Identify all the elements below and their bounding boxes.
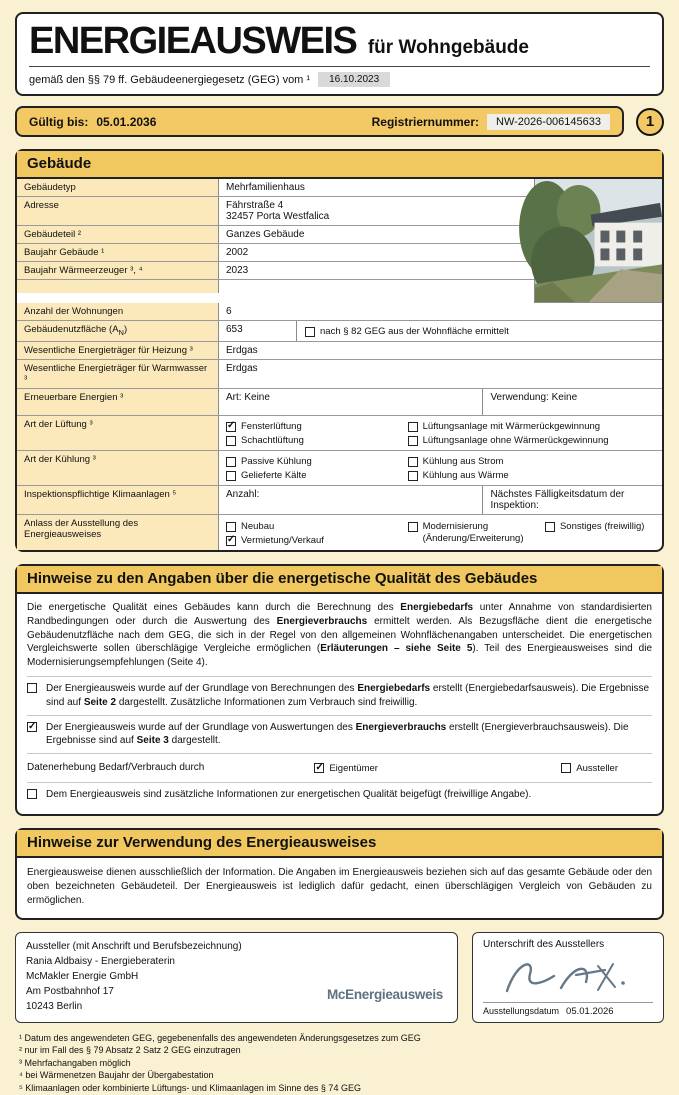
checkbox-icon xyxy=(408,457,418,467)
checkbox-label: Vermietung/Verkauf xyxy=(241,534,324,546)
row-apartments xyxy=(17,303,662,321)
checkbox-item-extra-info[interactable] xyxy=(27,782,652,807)
checkbox-fensterlueftung[interactable] xyxy=(226,419,394,433)
renewables-type: Art: Keine xyxy=(219,389,483,415)
checkbox-label: Fensterlüftung xyxy=(241,420,302,432)
footnote-marker: ² xyxy=(19,1045,22,1056)
checkbox-label: Passive Kühlung xyxy=(241,455,312,467)
row-hotwater-energy-source xyxy=(17,360,662,389)
footnote-text: Mehrfachangaben möglich xyxy=(24,1057,131,1068)
checkbox-floor-area-from-living-space[interactable] xyxy=(305,324,509,338)
field-label: Wesentliche Energieträger für Warmwasser ³ xyxy=(17,360,219,388)
valid-until-date: 05.01.2036 xyxy=(96,114,157,129)
checkbox-schachtlueftung[interactable] xyxy=(226,433,394,447)
signature-box xyxy=(472,932,664,1023)
checkbox-label: Kühlung aus Wärme xyxy=(422,469,509,481)
building-photo-image xyxy=(535,179,662,302)
registration-number: NW-2026-006145633 xyxy=(487,114,610,130)
field-label: Wesentliche Energieträger für Heizung ³ xyxy=(17,342,219,359)
footnote-text: Datum des angewendeten GEG, gegebenenfalls des angewendeten Änderungsgesetzes zum GEG xyxy=(24,1032,421,1043)
checkbox-kuehlung-aus-strom[interactable] xyxy=(408,454,655,468)
checkbox-icon xyxy=(545,522,555,532)
footnote-5 xyxy=(19,1082,664,1095)
issue-date-value: 05.01.2026 xyxy=(566,1005,614,1017)
field-value: 2023 xyxy=(219,262,534,279)
issue-date-row xyxy=(483,1002,653,1017)
checkbox-modernisierung[interactable] xyxy=(408,519,531,533)
footnote-3 xyxy=(19,1057,664,1070)
checkbox-icon xyxy=(314,763,324,773)
building-table xyxy=(17,179,662,550)
validity-row xyxy=(15,106,664,137)
field-label: Anzahl der Wohnungen xyxy=(17,303,219,320)
checkbox-neubau[interactable] xyxy=(226,519,394,533)
footnote-marker: ¹ xyxy=(19,1032,22,1043)
checkbox-icon xyxy=(27,789,37,799)
row-heating-energy-source xyxy=(17,342,662,360)
field-value xyxy=(219,197,534,225)
row-issue-reason xyxy=(17,515,662,550)
signature-label: Unterschrift des Ausstellers xyxy=(483,938,605,950)
row-address xyxy=(17,197,534,226)
field-value: Erdgas xyxy=(219,360,662,388)
checkbox-vermietung-verkauf[interactable] xyxy=(226,533,394,547)
issuer-street: Am Postbahnhof 17 xyxy=(26,985,114,997)
issuer-label: Aussteller (mit Anschrift und Berufsbezeichnung) xyxy=(26,940,242,952)
row-cooling xyxy=(17,451,662,486)
checkbox-icon xyxy=(226,422,236,432)
issuer-name: Rania Aldbaisy - Energieberaterin xyxy=(26,955,175,967)
checkbox-icon xyxy=(226,522,236,532)
building-photo xyxy=(534,179,662,303)
checkbox-label: Sonstiges (freiwillig) xyxy=(559,520,645,532)
quality-section-title: Hinweise zu den Angaben über die energetische Qualität des Gebäudes xyxy=(17,566,662,594)
checkbox-icon xyxy=(226,436,236,446)
row-ventilation xyxy=(17,416,662,451)
checkbox-icon xyxy=(561,763,571,773)
field-label: Art der Kühlung ³ xyxy=(17,451,219,485)
footnote-text: bei Wärmenetzen Baujahr der Übergabestation xyxy=(25,1070,214,1081)
issue-date-label: Ausstellungsdatum xyxy=(483,1005,560,1016)
usage-text: Energieausweise dienen ausschließlich der Information. Die Angaben im Energieausweis beziehen sich auf das gesamte Gebäude oder den oben bezeichneten Gebäudeteil. Der Energieausweis ist lediglich dafür gedacht, einen überschlägigen Vergleich von Gebäuden zu ermöglichen. xyxy=(27,867,652,907)
field-value: Mehrfamilienhaus xyxy=(219,179,534,196)
survey-label: Datenerhebung Bedarf/Verbrauch durch xyxy=(27,762,205,774)
row-building-part xyxy=(17,226,534,244)
checkbox-item-text: Dem Energieausweis sind zusätzliche Informationen zur energetischen Qualität beigefügt (freiwillige Angabe). xyxy=(46,789,532,801)
address-line1: Fährstraße 4 xyxy=(226,200,284,211)
building-table-top xyxy=(17,179,662,303)
ac-count-label: Anzahl: xyxy=(219,486,483,514)
building-section-title: Gebäude xyxy=(17,151,662,179)
page-number-badge: 1 xyxy=(636,108,664,136)
checkbox-passive-kuehlung[interactable] xyxy=(226,454,394,468)
field-label: Art der Lüftung ³ xyxy=(17,416,219,450)
issuer-city: 10243 Berlin xyxy=(26,1000,83,1012)
checkbox-aussteller[interactable] xyxy=(561,760,618,776)
checkbox-icon xyxy=(305,327,315,337)
quality-intro: Die energetische Qualität eines Gebäudes kann durch die Berechnung des Energiebedarfs unter Annahme von standardisierten Randbedingungen oder durch die Auswertung des Energieverbrauchs ermittelt werden. Als Bezugsfläche dient die energetische Gebäudenutzfläche nach dem GEG, die sich in der Regel von den allgemeinen Wohnflächenangaben unterscheidet. Die energetischen Vergleichswerte sollen überschlägige Vergleiche ermöglichen (Erläuterungen – siehe Seite 5). Teil des Energieausweises sind die Modernisierungsempfehlungen (Seite 4). xyxy=(27,602,653,669)
checkbox-icon xyxy=(408,436,418,446)
usage-section xyxy=(15,828,664,920)
checkbox-label: Aussteller xyxy=(576,762,618,774)
usage-section-title: Hinweise zur Verwendung des Energieausweises xyxy=(17,830,662,858)
signature-image xyxy=(483,950,653,1002)
checkbox-icon xyxy=(408,471,418,481)
footnote-1 xyxy=(19,1032,664,1045)
checkbox-item-text: Der Energieausweis wurde auf der Grundlage von Auswertungen des Energieverbrauchs erstellt (Energieverbrauchsausweis). Die Ergebnisse sind auf Seite 3 dargestellt. xyxy=(46,721,629,747)
checkbox-icon xyxy=(408,522,418,532)
page-subtitle: für Wohngebäude xyxy=(367,37,529,58)
row-renewables xyxy=(17,389,662,416)
checkbox-sonstiges[interactable] xyxy=(545,519,655,533)
field-label: Baujahr Gebäude ¹ xyxy=(17,244,219,261)
checkbox-icon xyxy=(226,457,236,467)
data-survey-row xyxy=(27,753,652,782)
footnote-marker: ⁴ xyxy=(19,1070,23,1081)
quality-section xyxy=(15,564,664,816)
field-value: 2002 xyxy=(219,244,534,261)
checkbox-label: Gelieferte Kälte xyxy=(241,469,307,481)
field-label: Baujahr Wärmeerzeuger ³, ⁴ xyxy=(17,262,219,279)
law-date-box: 16.10.2023 xyxy=(318,72,390,87)
checkbox-label: Eigentümer xyxy=(329,762,378,774)
row-floor-area xyxy=(17,321,662,342)
field-value: 653 xyxy=(219,321,297,341)
checkbox-icon xyxy=(27,722,37,732)
footnote-marker: ³ xyxy=(19,1057,22,1068)
footnotes xyxy=(15,1032,664,1095)
field-label: Inspektionspflichtige Klimaanlagen ⁵ xyxy=(17,486,219,514)
spacer-row xyxy=(17,280,534,293)
checkbox-lueftungsanlage-mit-wrg[interactable] xyxy=(408,419,655,433)
row-air-conditioning xyxy=(17,486,662,515)
law-text: gemäß den §§ 79 ff. Gebäudeenergiegesetz (GEG) vom ¹ xyxy=(29,73,311,86)
checkbox-icon xyxy=(226,536,236,546)
checkbox-item-text: Der Energieausweis wurde auf der Grundlage von Berechnungen des Energiebedarfs erstellt (Energiebedarfsausweis). Die Ergebnisse sind auf Seite 2 dargestellt. Zusätzliche Informationen zum Verbrauch sind freiwillig. xyxy=(46,683,650,708)
checkbox-icon xyxy=(27,683,37,693)
footnote-2 xyxy=(19,1044,664,1057)
footnote-4 xyxy=(19,1069,664,1082)
footnote-text: Klimaanlagen oder kombinierte Lüftungs- und Klimaanlagen im Sinne des § 74 GEG xyxy=(25,1083,361,1094)
mcenergieausweis-logo: McEnergieausweis xyxy=(326,987,443,1003)
field-value: 6 xyxy=(219,303,662,320)
checkbox-label: Schachtlüftung xyxy=(241,434,304,446)
ac-due-label: Nächstes Fälligkeitsdatum der Inspektion: xyxy=(490,489,625,512)
building-section xyxy=(15,149,664,552)
address-line2: 32457 Porta Westfalica xyxy=(226,211,330,222)
header-card xyxy=(15,12,664,96)
issuer-box xyxy=(15,932,458,1023)
field-label: Gebäudeteil ² xyxy=(17,226,219,243)
checkbox-lueftungsanlage-ohne-wrg[interactable] xyxy=(408,433,655,447)
checkbox-label: Lüftungsanlage mit Wärmerückgewinnung xyxy=(422,420,601,432)
footnote-marker: ⁵ xyxy=(19,1083,23,1094)
checkbox-icon xyxy=(408,422,418,432)
row-heat-generator-year xyxy=(17,262,534,280)
law-row xyxy=(29,72,650,87)
field-label: Anlass der Ausstellung des Energieausweises xyxy=(17,515,219,550)
footer-row xyxy=(15,932,664,1023)
checkbox-label: Neubau xyxy=(241,520,275,532)
checkbox-eigentuemer[interactable] xyxy=(314,760,378,776)
footnote-text: nur im Fall des § 79 Absatz 2 Satz 2 GEG einzutragen xyxy=(24,1045,241,1056)
checkbox-label: nach § 82 GEG aus der Wohnfläche ermittelt xyxy=(320,325,509,337)
title-row xyxy=(29,20,650,67)
renewables-use: Verwendung: Keine xyxy=(490,392,578,404)
field-label: Gebäudetyp xyxy=(17,179,219,196)
row-year-built xyxy=(17,244,534,262)
validity-bar xyxy=(15,106,624,137)
checkbox-gelieferte-kaelte[interactable] xyxy=(226,468,394,482)
checkbox-label: Lüftungsanlage ohne Wärmerückgewinnung xyxy=(422,434,609,446)
checkbox-item-energieverbrauch[interactable] xyxy=(27,715,652,754)
checkbox-label: Kühlung aus Strom xyxy=(422,455,504,467)
field-label: Erneuerbare Energien ³ xyxy=(17,389,219,415)
checkbox-kuehlung-aus-waerme[interactable] xyxy=(408,468,655,482)
registration-label: Registriernummer: xyxy=(371,114,480,129)
field-label: Gebäudenutzfläche $(A_N)$ xyxy=(17,321,219,341)
valid-until-label: Gültig bis: xyxy=(29,114,89,129)
checkbox-item-energiebedarf[interactable] xyxy=(27,676,652,715)
field-value: Erdgas xyxy=(219,342,662,359)
issuer-company: McMakler Energie GmbH xyxy=(26,970,139,982)
page-title: ENERGIEAUSWEIS xyxy=(29,20,357,62)
row-building-type xyxy=(17,179,534,197)
field-value: Ganzes Gebäude xyxy=(219,226,534,243)
checkbox-sublabel: (Änderung/Erweiterung) xyxy=(422,533,524,545)
field-label: Adresse xyxy=(17,197,219,225)
checkbox-icon xyxy=(226,471,236,481)
checkbox-label: Modernisierung xyxy=(422,520,489,532)
